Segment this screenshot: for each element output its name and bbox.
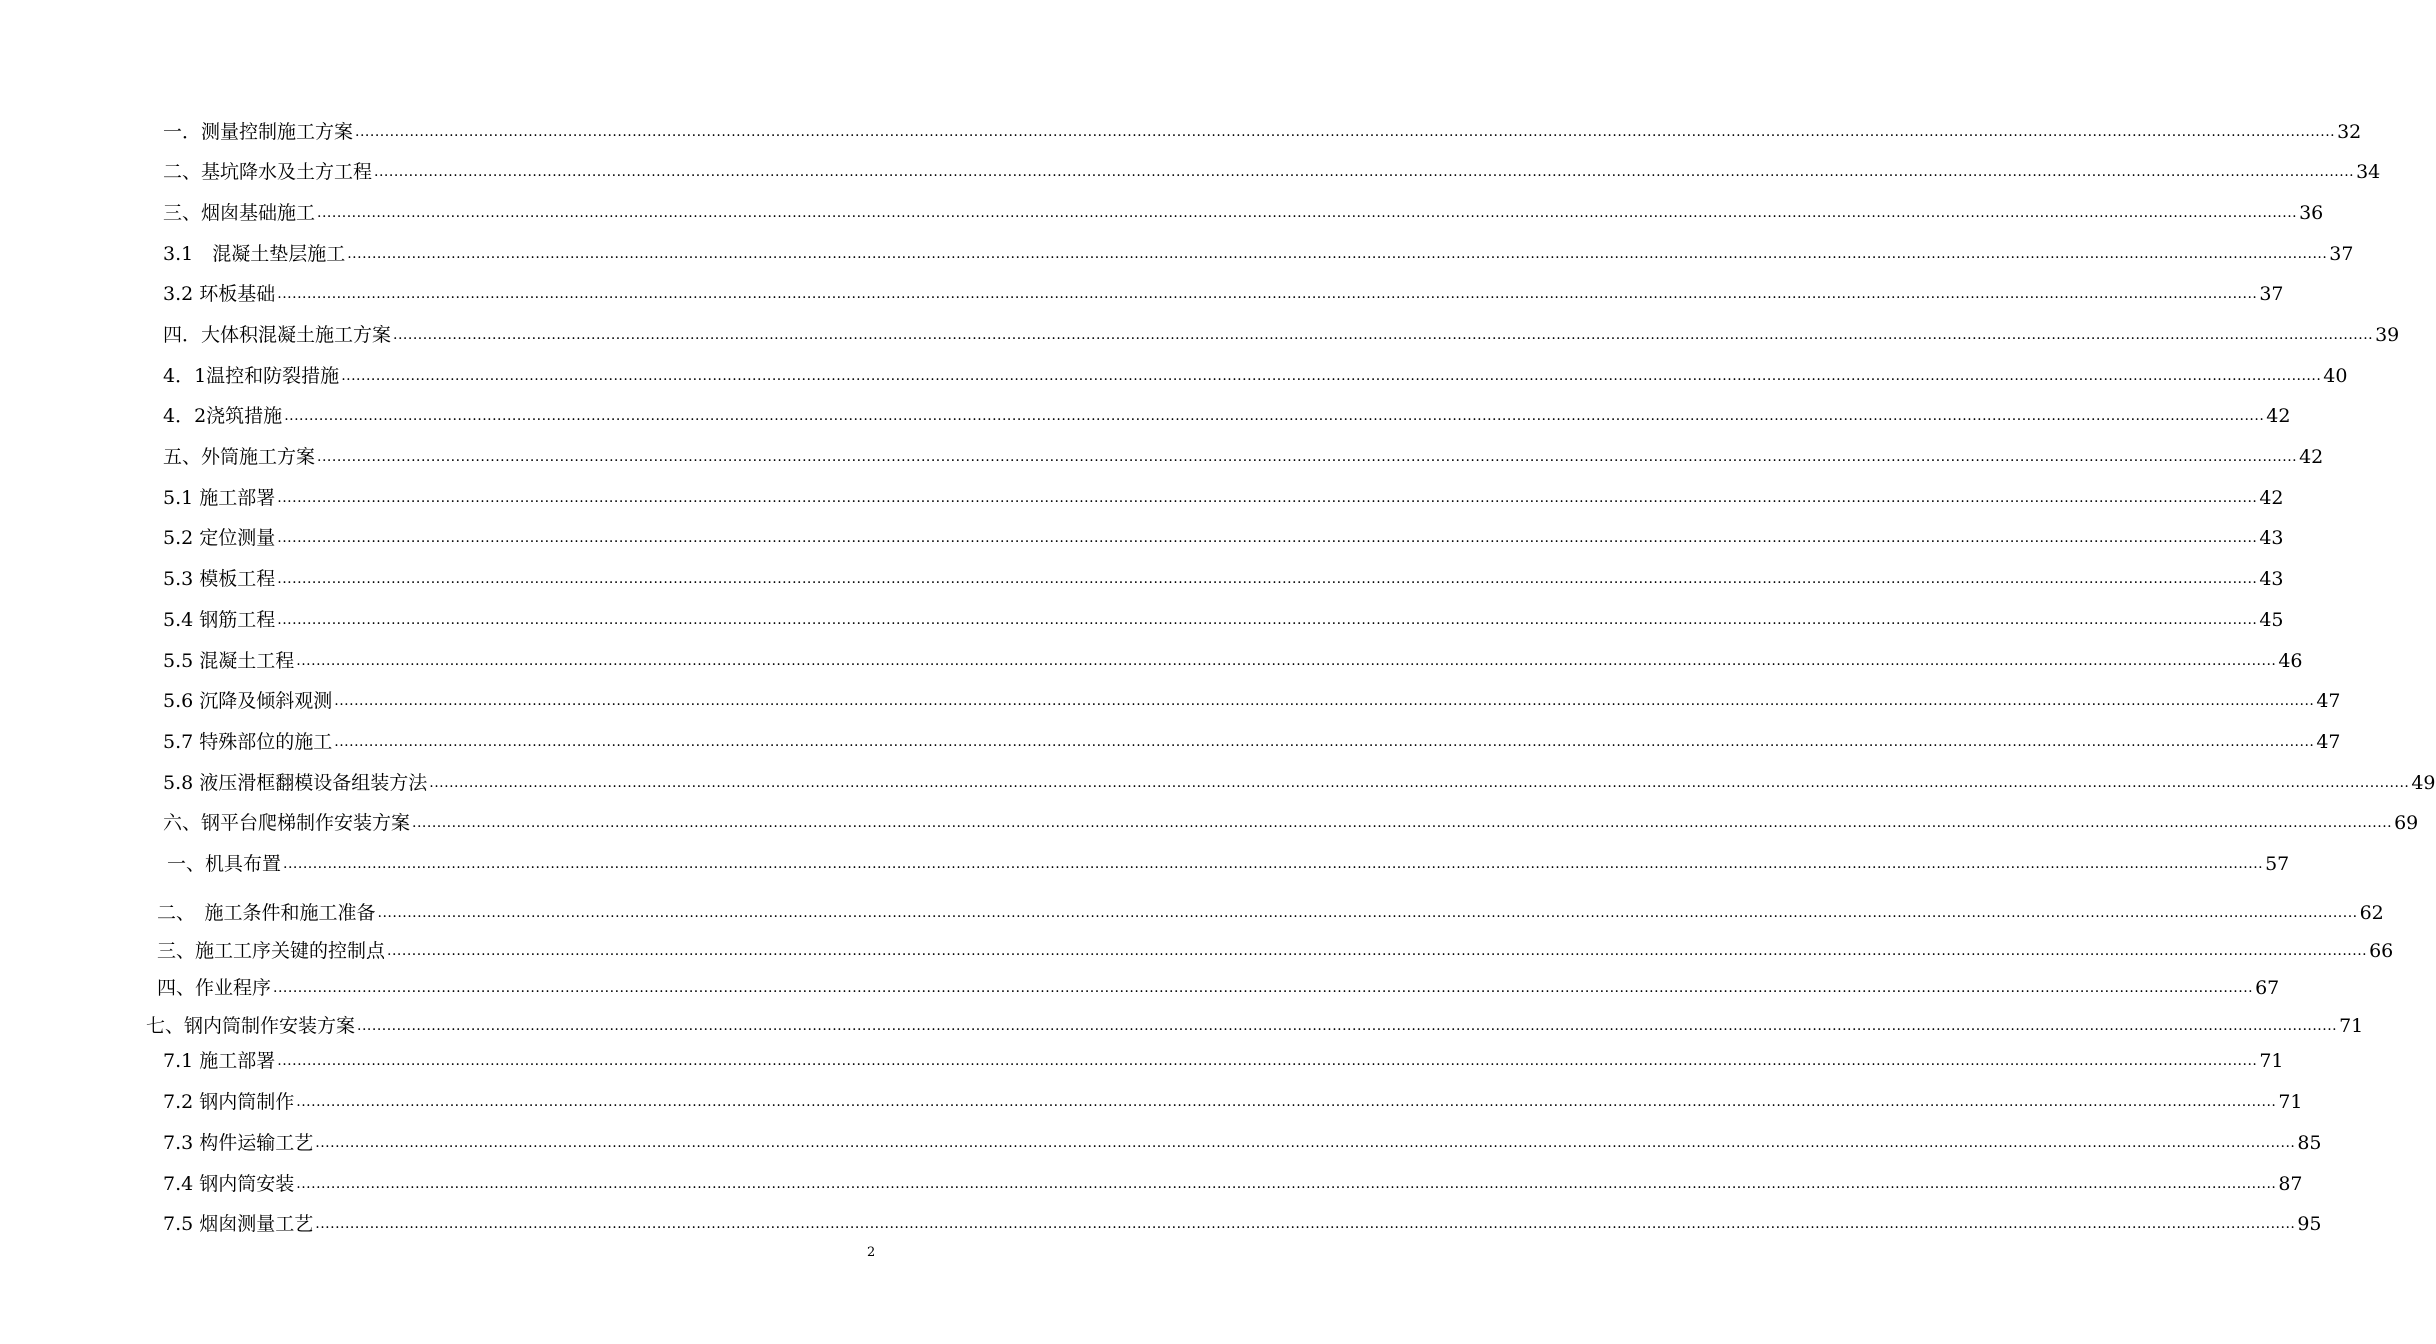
toc-entry[interactable] <box>163 279 2284 307</box>
toc-entry-label: 5.3 模板工程 <box>163 568 276 590</box>
toc-entry-label: 7.5 烟囱测量工艺 <box>163 1213 314 1235</box>
toc-dot-leader: ................................................................................................................................................................................................................................................................................................................................................................................................................ <box>334 734 2315 750</box>
toc-dot-leader: ................................................................................................................................................................................................................................................................................................................................................................................................................ <box>347 246 2328 262</box>
toc-entry-page: 71 <box>2278 1091 2303 1113</box>
toc-entry-label: 四、作业程序 <box>157 977 272 999</box>
toc-entry[interactable] <box>157 936 2394 964</box>
toc-entry-page: 45 <box>2259 609 2284 631</box>
toc-entry-page: 34 <box>2356 161 2381 183</box>
toc-entry-page: 62 <box>2359 902 2384 924</box>
toc-entry-page: 71 <box>2259 1050 2284 1072</box>
toc-entry-page: 42 <box>2299 446 2324 468</box>
toc-dot-leader: ................................................................................................................................................................................................................................................................................................................................................................................................................ <box>296 1094 2277 1110</box>
toc-entry-label: 5.8 液压滑框翻模设备组装方法 <box>163 772 428 794</box>
toc-entry-label: 三、烟囱基础施工 <box>163 202 316 224</box>
toc-dot-leader: ................................................................................................................................................................................................................................................................................................................................................................................................................ <box>283 856 2264 872</box>
toc-entry[interactable] <box>163 1087 2303 1115</box>
toc-entry-page: 95 <box>2297 1213 2322 1235</box>
toc-dot-leader: ................................................................................................................................................................................................................................................................................................................................................................................................................ <box>315 1135 2296 1151</box>
toc-entry-page: 32 <box>2337 121 2362 143</box>
toc-entry[interactable] <box>163 727 2341 755</box>
toc-entry-page: 37 <box>2329 243 2354 265</box>
toc-entry-page: 85 <box>2297 1132 2322 1154</box>
toc-entry-page: 39 <box>2375 324 2400 346</box>
toc-entry-label: 4．1温控和防裂措施 <box>163 365 340 387</box>
toc-entry-label: 5.1 施工部署 <box>163 487 276 509</box>
toc-entry-page: 36 <box>2299 202 2324 224</box>
toc-dot-leader: ................................................................................................................................................................................................................................................................................................................................................................................................................ <box>277 530 2258 546</box>
toc-entry[interactable] <box>163 117 2362 145</box>
toc-dot-leader: ................................................................................................................................................................................................................................................................................................................................................................................................................ <box>277 286 2258 302</box>
toc-entry[interactable] <box>163 483 2284 511</box>
toc-entry-label: 5.5 混凝土工程 <box>163 650 295 672</box>
toc-dot-leader: ................................................................................................................................................................................................................................................................................................................................................................................................................ <box>277 571 2258 587</box>
toc-dot-leader: ................................................................................................................................................................................................................................................................................................................................................................................................................ <box>377 905 2358 921</box>
page-number: 2 <box>867 1245 876 1260</box>
toc-entry[interactable] <box>163 442 2324 470</box>
toc-entry-label: 七、钢内筒制作安装方案 <box>146 1015 356 1037</box>
toc-entry[interactable] <box>163 239 2354 267</box>
toc-entry-page: 43 <box>2259 568 2284 590</box>
toc-entry-label: 5.7 特殊部位的施工 <box>163 731 333 753</box>
toc-entry-label: 5.2 定位测量 <box>163 527 276 549</box>
toc-entry-label: 7.4 钢内筒安装 <box>163 1173 295 1195</box>
toc-entry-page: 47 <box>2316 690 2341 712</box>
toc-dot-leader: ................................................................................................................................................................................................................................................................................................................................................................................................................ <box>277 490 2258 506</box>
toc-entry-label: 3.1 混凝土垫层施工 <box>163 243 346 265</box>
toc-entry[interactable] <box>163 1169 2303 1197</box>
toc-entry[interactable] <box>163 401 2291 429</box>
toc-entry[interactable] <box>163 361 2348 389</box>
toc-entry-label: 三、施工工序关键的控制点 <box>157 940 386 962</box>
toc-entry-page: 37 <box>2259 283 2284 305</box>
toc-dot-leader: ................................................................................................................................................................................................................................................................................................................................................................................................................ <box>317 205 2298 221</box>
toc-entry-label: 六、钢平台爬梯制作安装方案 <box>163 812 411 834</box>
toc-entry[interactable] <box>163 1128 2322 1156</box>
toc-dot-leader: ................................................................................................................................................................................................................................................................................................................................................................................................................ <box>334 693 2315 709</box>
toc-entry[interactable] <box>163 686 2341 714</box>
toc-dot-leader: ................................................................................................................................................................................................................................................................................................................................................................................................................ <box>296 653 2277 669</box>
toc-dot-leader: ................................................................................................................................................................................................................................................................................................................................................................................................................ <box>296 1176 2277 1192</box>
toc-entry-label: 4．2浇筑措施 <box>163 405 283 427</box>
toc-entry-label: 一．测量控制施工方案 <box>163 121 354 143</box>
toc-entry-page: 47 <box>2316 731 2341 753</box>
toc-entry-label: 7.2 钢内筒制作 <box>163 1091 295 1113</box>
toc-entry-page: 71 <box>2339 1015 2364 1037</box>
toc-entry-label: 5.6 沉降及倾斜观测 <box>163 690 333 712</box>
toc-entry[interactable] <box>163 808 2419 836</box>
toc-entry[interactable] <box>163 1209 2322 1237</box>
toc-dot-leader: ................................................................................................................................................................................................................................................................................................................................................................................................................ <box>387 943 2368 959</box>
toc-entry-page: 43 <box>2259 527 2284 549</box>
toc-dot-leader: ................................................................................................................................................................................................................................................................................................................................................................................................................ <box>357 1018 2338 1034</box>
toc-dot-leader: ................................................................................................................................................................................................................................................................................................................................................................................................................ <box>317 449 2298 465</box>
toc-dot-leader: ................................................................................................................................................................................................................................................................................................................................................................................................................ <box>341 368 2322 384</box>
toc-entry-page: 66 <box>2369 940 2394 962</box>
toc-dot-leader: ................................................................................................................................................................................................................................................................................................................................................................................................................ <box>277 612 2258 628</box>
toc-dot-leader: ................................................................................................................................................................................................................................................................................................................................................................................................................ <box>315 1216 2296 1232</box>
toc-entry[interactable] <box>157 973 2280 1001</box>
toc-entry-label: 7.1 施工部署 <box>163 1050 276 1072</box>
toc-entry[interactable] <box>157 898 2384 926</box>
toc-entry[interactable] <box>163 320 2400 348</box>
toc-dot-leader: ................................................................................................................................................................................................................................................................................................................................................................................................................ <box>429 775 2410 791</box>
toc-entry-label: 一、机具布置 <box>167 853 282 875</box>
toc-dot-leader: ................................................................................................................................................................................................................................................................................................................................................................................................................ <box>273 980 2254 996</box>
toc-entry-label: 四．大体积混凝土施工方案 <box>163 324 392 346</box>
toc-entry[interactable] <box>163 646 2303 674</box>
toc-entry[interactable] <box>146 1011 2364 1039</box>
toc-dot-leader: ................................................................................................................................................................................................................................................................................................................................................................................................................ <box>277 1053 2258 1069</box>
toc-entry-page: 40 <box>2323 365 2348 387</box>
toc-entry-label: 5.4 钢筋工程 <box>163 609 276 631</box>
toc-entry-page: 57 <box>2265 853 2290 875</box>
toc-entry-page: 42 <box>2259 487 2284 509</box>
toc-entry-page: 67 <box>2255 977 2280 999</box>
toc-entry[interactable] <box>163 157 2381 185</box>
toc-entry-page: 42 <box>2266 405 2291 427</box>
toc-entry-label: 3.2 环板基础 <box>163 283 276 305</box>
toc-entry-page: 46 <box>2278 650 2303 672</box>
toc-dot-leader: ................................................................................................................................................................................................................................................................................................................................................................................................................ <box>374 164 2355 180</box>
toc-entry[interactable] <box>163 1046 2284 1074</box>
toc-entry-label: 二、 施工条件和施工准备 <box>157 902 376 924</box>
toc-entry-page: 87 <box>2278 1173 2303 1195</box>
toc-entry[interactable] <box>163 523 2284 551</box>
toc-entry-label: 五、外筒施工方案 <box>163 446 316 468</box>
toc-dot-leader: ................................................................................................................................................................................................................................................................................................................................................................................................................ <box>412 815 2393 831</box>
toc-entry[interactable] <box>163 605 2284 633</box>
toc-entry-label: 二、基坑降水及土方工程 <box>163 161 373 183</box>
toc-entry-page: 49 <box>2411 772 2436 794</box>
toc-dot-leader: ................................................................................................................................................................................................................................................................................................................................................................................................................ <box>284 408 2265 424</box>
toc-entry-label: 7.3 构件运输工艺 <box>163 1132 314 1154</box>
toc-entry-page: 69 <box>2394 812 2419 834</box>
toc-entry[interactable] <box>163 768 2436 796</box>
toc-entry[interactable] <box>163 564 2284 592</box>
toc-dot-leader: ................................................................................................................................................................................................................................................................................................................................................................................................................ <box>355 124 2336 140</box>
toc-dot-leader: ................................................................................................................................................................................................................................................................................................................................................................................................................ <box>393 327 2374 343</box>
toc-entry[interactable] <box>163 198 2324 226</box>
toc-entry[interactable] <box>167 849 2290 877</box>
